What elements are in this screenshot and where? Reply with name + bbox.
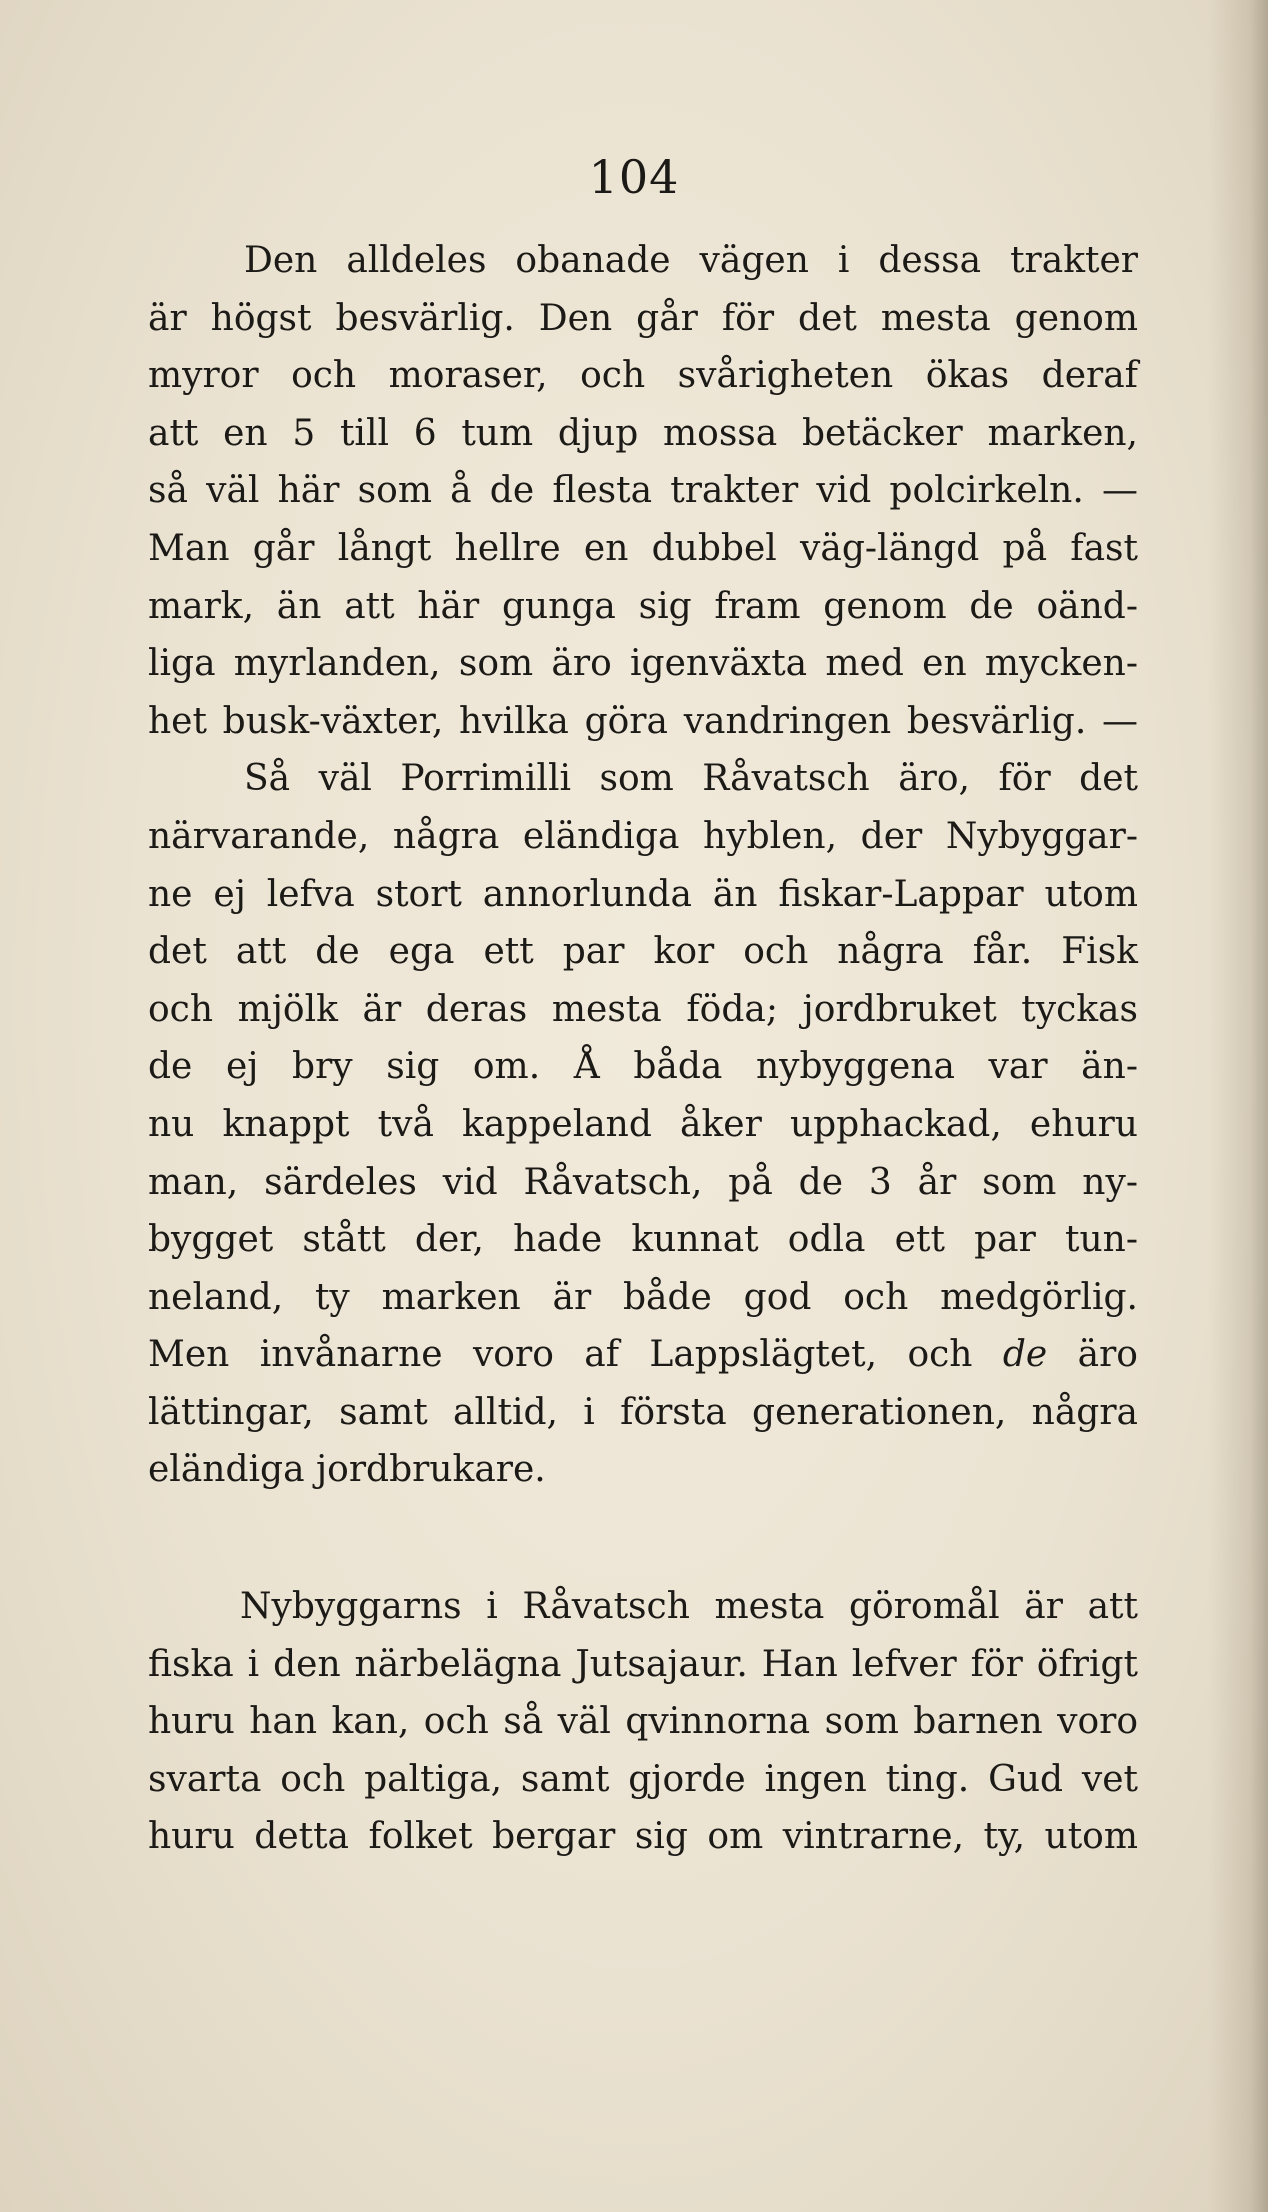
text-line: liga myrlanden, som äro igenväxta med en mycken-: [148, 643, 1138, 685]
text-line: fiska i den närbelägna Jutsajaur. Han lefver för öfrigt: [148, 1643, 1138, 1685]
italic-word: de: [1002, 1334, 1048, 1376]
text-line: Nybyggarns i Råvatsch mesta göromål är att: [240, 1586, 1138, 1627]
text-line: så väl här som å de flesta trakter vid polcirkeln. —: [148, 470, 1138, 512]
text-line: mark, än att här gunga sig fram genom de oänd-: [148, 585, 1138, 627]
page-number: 104: [588, 150, 680, 204]
paragraph-2: [148, 1578, 1138, 1866]
text-line: och mjölk är deras mesta föda; jordbruket tyckas: [148, 988, 1138, 1030]
text-line: ne ej lefva stort annorlunda än fiskar-Lappar utom: [148, 873, 1138, 915]
paragraph-1: [148, 232, 1138, 1499]
text-line: det att de ega ett par kor och några får. Fisk: [148, 931, 1138, 973]
text-line: Man går långt hellre en dubbel väg-längd på fast: [148, 527, 1138, 569]
text-line: neland, ty marken är både god och medgörlig.: [148, 1276, 1138, 1318]
text-line: het busk-växter, hvilka göra vandringen besvärlig. —: [148, 700, 1138, 742]
text-line: nu knappt två kappeland åker upphackad, ehuru: [148, 1103, 1138, 1145]
text-line: bygget stått der, hade kunnat odla ett par tun-: [148, 1219, 1138, 1261]
line-tail: äro: [1077, 1334, 1138, 1376]
text-line: närvarande, några eländiga hyblen, der Nybyggar-: [148, 815, 1138, 857]
text-line: huru han kan, och så väl qvinnorna som barnen voro: [148, 1701, 1138, 1743]
line-head: Men invånarne voro af Lappslägtet, och: [148, 1334, 973, 1376]
page-edge-shadow: [1208, 0, 1268, 2212]
text-line: myror och moraser, och svårigheten ökas deraf: [148, 355, 1138, 397]
text-line: de ej bry sig om. Å båda nybyggena var än-: [148, 1046, 1138, 1088]
text-line: huru detta folket bergar sig om vintrarne, ty, utom: [148, 1816, 1138, 1858]
text-line: svarta och paltiga, samt gjorde ingen ting. Gud vet: [148, 1758, 1138, 1800]
text-line: man, särdeles vid Råvatsch, på de 3 år som ny-: [148, 1161, 1138, 1203]
text-line-with-italic: [148, 1326, 1138, 1384]
text-line: att en 5 till 6 tum djup mossa betäcker marken,: [148, 412, 1138, 454]
text-line: Så väl Porrimilli som Råvatsch äro, för det: [244, 758, 1138, 800]
text-line: Den alldeles obanade vägen i dessa trakter: [244, 240, 1138, 281]
text-line: är högst besvärlig. Den går för det mesta genom: [148, 297, 1138, 339]
text-line: eländiga jordbrukare.: [148, 1449, 546, 1491]
text-line: lättingar, samt alltid, i första generationen, några: [148, 1391, 1138, 1433]
